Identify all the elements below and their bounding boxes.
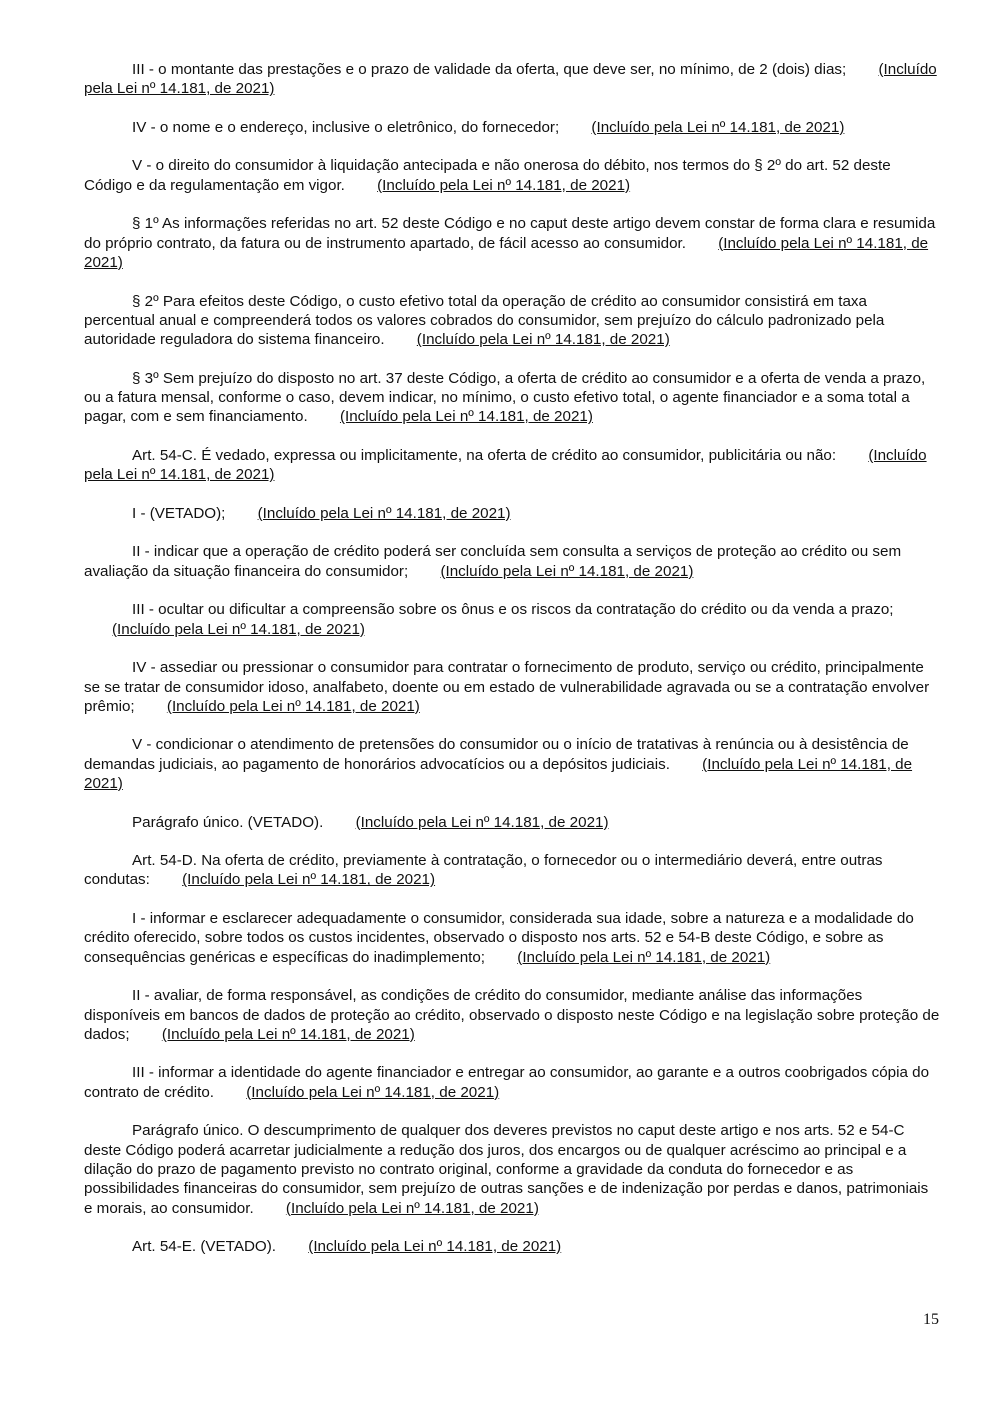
paragraph — [84, 156, 940, 195]
paragraph — [84, 1063, 940, 1102]
law-reference-link[interactable]: (Incluído pela Lei nº 14.181, de 2021) — [84, 446, 927, 484]
paragraph — [84, 1237, 940, 1256]
paragraph-text: I - informar e esclarecer adequadamente o consumidor, considerada sua idade, sobre a natureza e a modalidade do crédito oferecido, sobre todos os custos incidentes, observado o disposto nos arts. 52 e 54-B deste Código, e sobre as consequências genéricas e específicas do inadimplemento; — [84, 910, 914, 966]
paragraph-text: Parágrafo único. O descumprimento de qualquer dos deveres previstos no caput deste artigo e nos arts. 52 e 54-C deste Código poderá acarretar judicialmente a redução dos juros, dos encargos ou de qualquer acréscimo ao principal e a dilação do prazo de pagamento previsto no contrato original, conforme a gravidade da conduta do fornecedor e as possibilidades financeiras do consumidor, sem prejuízo de outras sanções e de indenização por perdas e danos, patrimoniais e morais, ao consumidor. — [84, 1122, 929, 1217]
law-reference-link[interactable]: (Incluído pela Lei nº 14.181, de 2021) — [355, 813, 609, 831]
paragraph-text: Art. 54-C. É vedado, expressa ou implicitamente, na oferta de crédito ao consumidor, publicitária ou não: — [132, 446, 837, 464]
law-reference-link[interactable]: (Incluído pela Lei nº 14.181, de 2021) — [257, 504, 511, 522]
paragraph-text: § 2º Para efeitos deste Código, o custo efetivo total da operação de crédito ao consumidor consistirá em taxa percentual anual e compreenderá todos os valores cobrados do consumidor, sem prejuízo do cálculo padronizado pela autoridade reguladora do sistema financeiro. — [84, 292, 885, 349]
paragraph-text: V - o direito do consumidor à liquidação antecipada e não onerosa do débito, nos termos do § 2º do art. 52 deste Código e da regulamentação em vigor. — [84, 157, 891, 194]
paragraph — [84, 118, 940, 137]
page-number: 15 — [923, 1311, 939, 1328]
law-reference-link[interactable]: (Incluído pela Lei nº 14.181, de 2021) — [440, 562, 694, 580]
paragraph — [84, 214, 940, 272]
law-reference-link[interactable]: (Incluído pela Lei nº 14.181, de 2021) — [84, 755, 913, 792]
law-reference-link[interactable]: (Incluído pela Lei nº 14.181, de 2021) — [166, 697, 420, 715]
paragraph-text: I - (VETADO); — [132, 504, 226, 522]
paragraph-text: III - o montante das prestações e o prazo de validade da oferta, que deve ser, no mínimo, de 2 (dois) dias; — [132, 61, 847, 78]
paragraph — [84, 60, 940, 99]
law-reference-link[interactable]: (Incluído pela Lei nº 14.181, de 2021) — [416, 331, 670, 349]
law-reference-link[interactable]: (Incluído pela Lei nº 14.181, de 2021) — [182, 871, 436, 889]
paragraph — [84, 292, 940, 350]
paragraph — [84, 1121, 940, 1217]
paragraph — [84, 735, 940, 793]
law-reference-link[interactable]: (Incluído pela Lei nº 14.181, de 2021) — [84, 234, 929, 271]
paragraph — [84, 446, 940, 485]
paragraph — [84, 658, 940, 716]
paragraph — [84, 504, 940, 523]
law-reference-link[interactable]: (Incluído pela Lei nº 14.181, de 2021) — [246, 1083, 500, 1101]
paragraph — [84, 851, 940, 890]
paragraph-text: Art. 54-E. (VETADO). — [132, 1238, 277, 1256]
law-reference-link[interactable]: (Incluído pela Lei nº 14.181, de 2021) — [591, 118, 845, 136]
law-reference-link[interactable]: (Incluído pela Lei nº 14.181, de 2021) — [377, 176, 631, 194]
paragraph-text: III - ocultar ou dificultar a compreensão sobre os ônus e os riscos da contratação do crédito ou da venda a prazo; — [132, 601, 894, 619]
paragraph-text: § 3º Sem prejuízo do disposto no art. 37 deste Código, a oferta de crédito ao consumidor e a oferta de venda a prazo, ou a fatura mensal, conforme o caso, devem indicar, no mínimo, o custo efetivo total, o agente financiador e a soma total a pagar, com e sem financiamento. — [84, 369, 926, 426]
document-body — [84, 60, 940, 1276]
law-reference-link[interactable]: (Incluído pela Lei nº 14.181, de 2021) — [285, 1199, 539, 1217]
paragraph-text: Art. 54-D. Na oferta de crédito, previamente à contratação, o fornecedor ou o intermediário deverá, entre outras condutas: — [84, 852, 883, 889]
law-reference-link[interactable]: (Incluído pela Lei nº 14.181, de 2021) — [84, 61, 937, 98]
paragraph — [84, 813, 940, 832]
paragraph — [84, 600, 940, 639]
paragraph-text: II - avaliar, de forma responsável, as condições de crédito do consumidor, mediante análise das informações disponíveis em bancos de dados de proteção ao crédito, observado o disposto neste Código e na legislação sobre proteção de dados; — [84, 987, 940, 1043]
paragraph-text: III - informar a identidade do agente financiador e entregar ao consumidor, ao garante e a outros coobrigados cópia do contrato de crédito. — [84, 1064, 930, 1101]
law-reference-link[interactable]: (Incluído pela Lei nº 14.181, de 2021) — [339, 408, 593, 426]
paragraph-text: V - condicionar o atendimento de pretensões do consumidor ou o início de tratativas à renúncia ou à desistência de demandas judiciais, ao pagamento de honorários advocatícios ou a depósitos judiciais. — [84, 736, 909, 773]
paragraph — [84, 369, 940, 427]
law-reference-link[interactable]: (Incluído pela Lei nº 14.181, de 2021) — [161, 1025, 415, 1043]
law-reference-link[interactable]: (Incluído pela Lei nº 14.181, de 2021) — [517, 948, 771, 966]
paragraph — [84, 909, 940, 967]
paragraph-text: IV - o nome e o endereço, inclusive o eletrônico, do fornecedor; — [132, 118, 560, 136]
law-reference-link[interactable]: (Incluído pela Lei nº 14.181, de 2021) — [112, 620, 365, 638]
paragraph — [84, 542, 940, 581]
paragraph-text: § 1º As informações referidas no art. 52 deste Código e no caput deste artigo devem constar de forma clara e resumida do próprio contrato, da fatura ou de instrumento apartado, de fácil acesso ao consumidor. — [84, 215, 936, 252]
law-reference-link[interactable]: (Incluído pela Lei nº 14.181, de 2021) — [308, 1238, 562, 1256]
paragraph — [84, 986, 940, 1044]
paragraph-text: Parágrafo único. (VETADO). — [132, 813, 324, 831]
paragraph-text: II - indicar que a operação de crédito poderá ser concluída sem consulta a serviços de proteção ao crédito ou sem avaliação da situação financeira do consumidor; — [84, 543, 902, 580]
paragraph-text: IV - assediar ou pressionar o consumidor para contratar o fornecimento de produto, serviço ou crédito, principalmente se se tratar de consumidor idoso, analfabeto, doente ou em estado de vulnerabilidade agravada ou se a contratação envolver prêmio; — [84, 659, 930, 715]
